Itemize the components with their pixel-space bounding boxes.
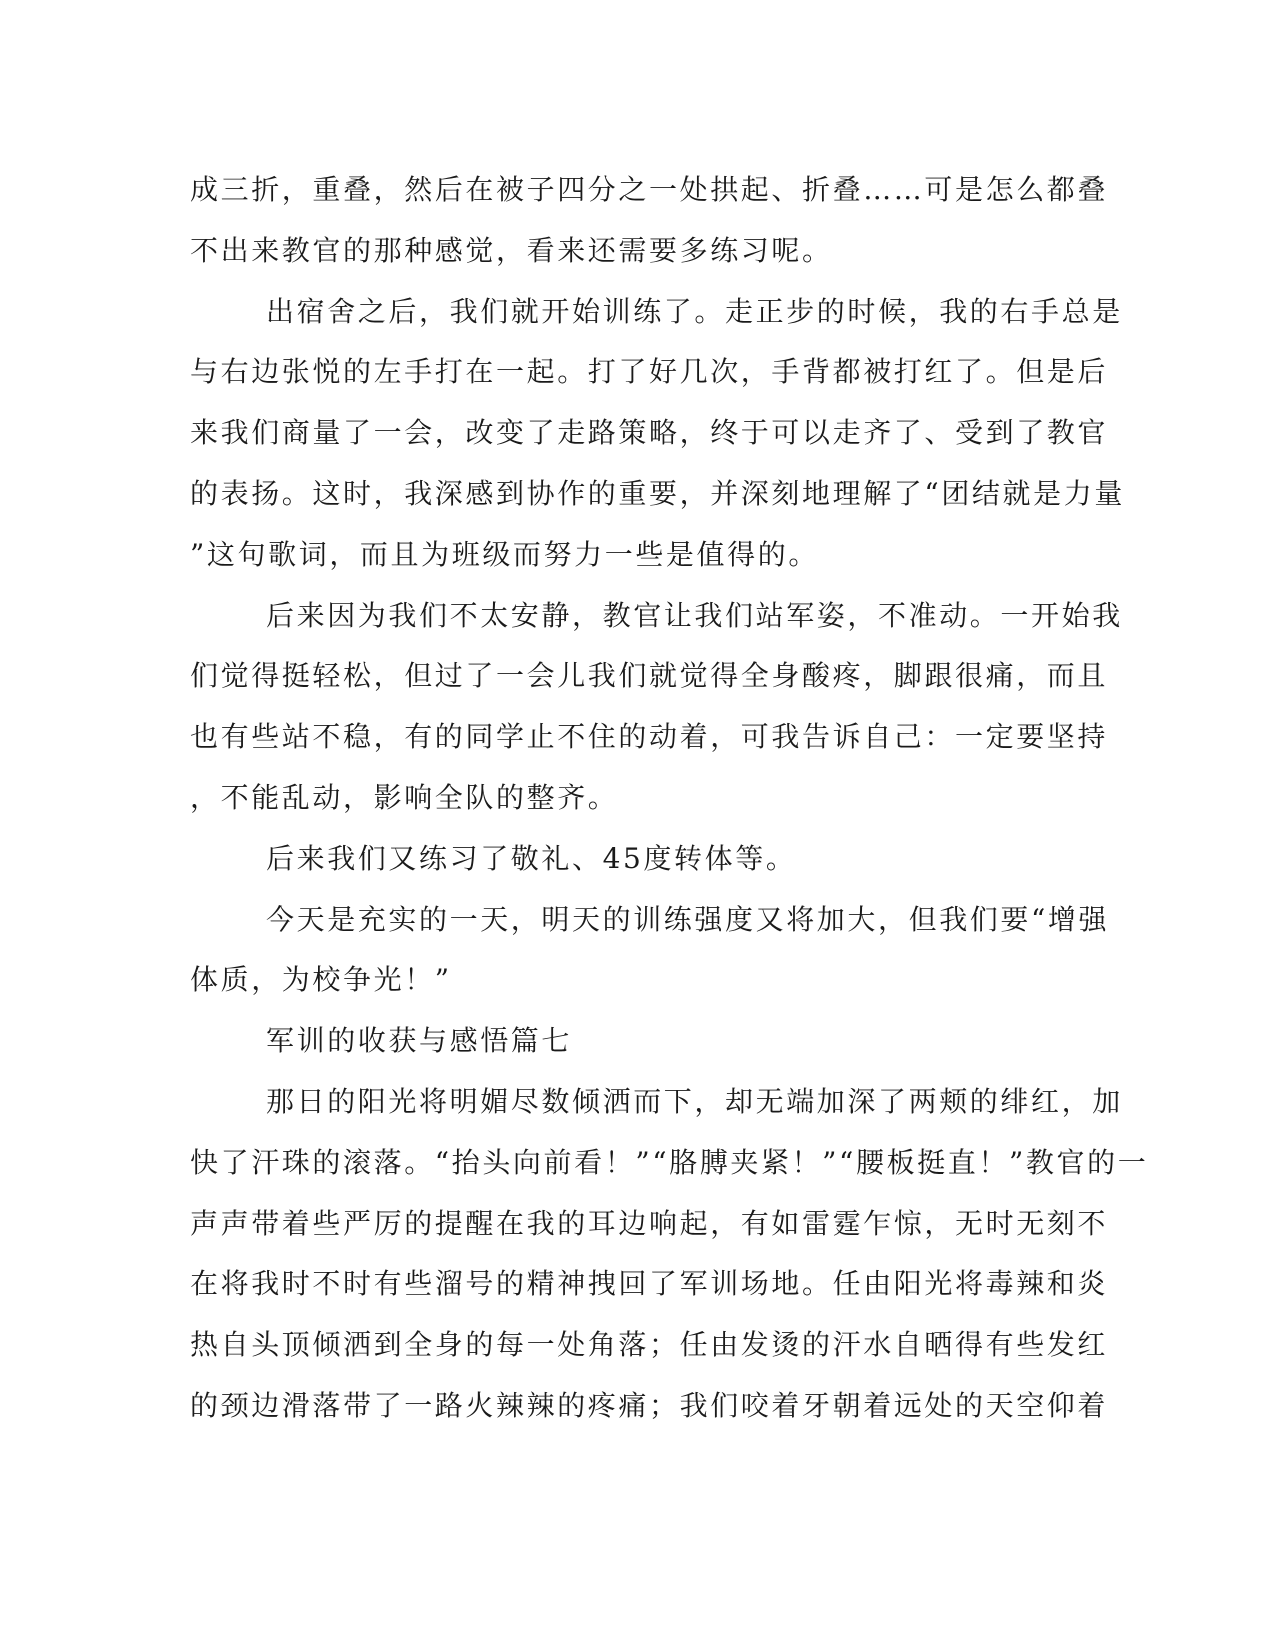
text-line: 不出来教官的那种感觉，看来还需要多练习呢。	[190, 233, 833, 267]
text-line: 与右边张悦的左手打在一起。打了好几次，手背都被打红了。但是后	[190, 355, 1109, 389]
text-line: 的表扬。这时，我深感到协作的重要，并深刻地理解了“团结就是力量	[190, 476, 1125, 510]
text-line: 那日的阳光将明媚尽数倾洒而下，却无端加深了两颊的绯红，加	[266, 1084, 1123, 1118]
text-line: 成三折，重叠，然后在被子四分之一处拱起、折叠……可是怎么都叠	[190, 173, 1109, 206]
text-line: 后来我们又练习了敬礼、45度转体等。	[266, 841, 797, 875]
text-line: ”这句歌词，而且为班级而努力一些是值得的。	[190, 537, 819, 571]
text-line: 的颈边滑落带了一路火辣辣的疼痛；我们咬着牙朝着远处的天空仰着	[190, 1388, 1109, 1422]
heading-text: 军训的收获与感悟篇七	[266, 1024, 573, 1058]
text-line: 今天是充实的一天，明天的训练强度又将加大，但我们要“增强	[266, 902, 1110, 936]
text-line: ，不能乱动，影响全队的整齐。	[190, 780, 619, 814]
text-line: 来我们商量了一会，改变了走路策略，终于可以走齐了、受到了教官	[190, 416, 1109, 450]
paragraph-3	[190, 586, 1123, 829]
document-body	[190, 160, 1149, 1437]
text-line: 体质，为校争光！”	[190, 963, 452, 997]
text-line: 热自头顶倾洒到全身的每一处角落；任由发烫的汗水自晒得有些发红	[190, 1328, 1109, 1362]
text-line: 声声带着些严厉的提醒在我的耳边响起，有如雷霆乍惊，无时无刻不	[190, 1206, 1109, 1240]
text-line: 也有些站不稳，有的同学止不住的动着，可我告诉自己：一定要坚持	[190, 720, 1109, 754]
paragraph-7	[190, 1072, 1149, 1437]
paragraph-5	[190, 890, 1110, 1012]
section-heading	[190, 1011, 1070, 1072]
text-line: 在将我时不时有些溜号的精神拽回了军训场地。任由阳光将毒辣和炎	[190, 1267, 1109, 1301]
text-line: 出宿舍之后，我们就开始训练了。走正步的时候，我的右手总是	[266, 294, 1123, 328]
paragraph-1	[190, 160, 1109, 282]
paragraph-4	[190, 829, 1070, 890]
text-line: 快了汗珠的滚落。“抬头向前看！”“胳膊夹紧！”“腰板挺直！”教官的一	[190, 1145, 1149, 1179]
paragraph-2	[190, 282, 1125, 586]
text-line: 后来因为我们不太安静，教官让我们站军姿，不准动。一开始我	[266, 598, 1123, 632]
text-line: 们觉得挺轻松，但过了一会儿我们就觉得全身酸疼，脚跟很痛，而且	[190, 659, 1109, 693]
